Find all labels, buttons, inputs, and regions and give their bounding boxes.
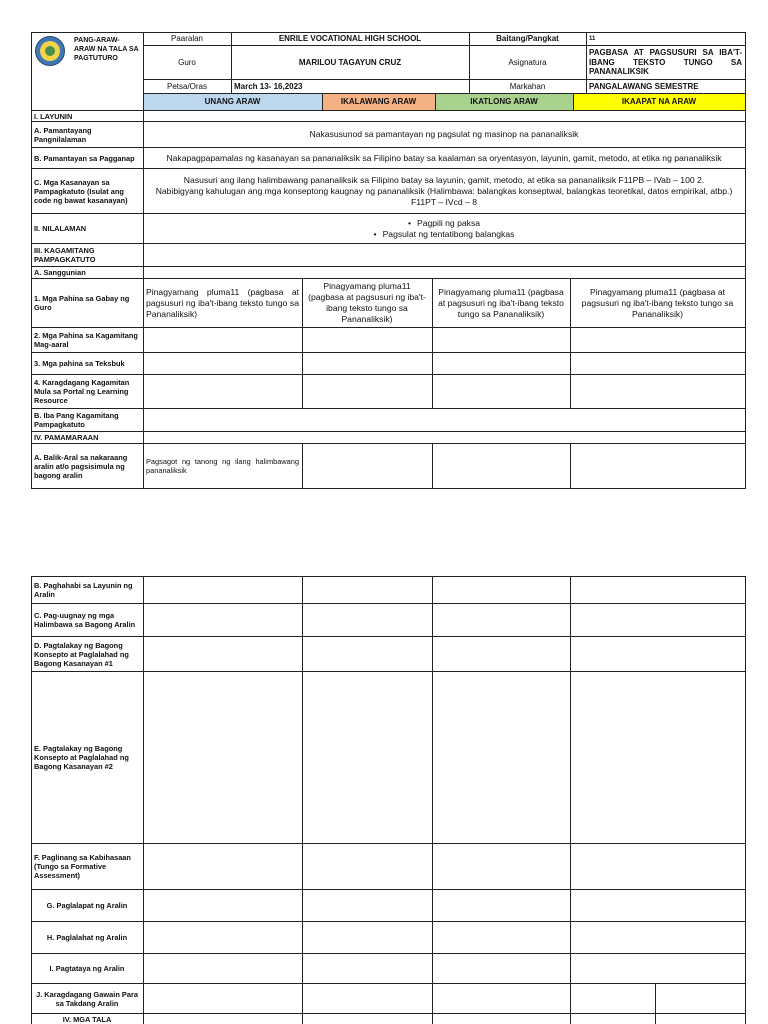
- day1-header: UNANG ARAW: [204, 97, 261, 106]
- gabay-day4: Pinagyamang pluma11 (pagbasa at pagsusuri ng iba't-ibang teksto tungo sa Pananaliksik): [581, 286, 734, 319]
- kasanayan-value-2: Nabibigyang kahulugan ang mga konseptong kaugnay ng pananaliksik (Halimbawa: balangkas konseptwal, balangkas teoretikal, datos empirikal, atbp.) F11PT – IVcd – 8: [155, 185, 733, 207]
- sanggunian-label: A. Sanggunian: [34, 268, 86, 277]
- pamantayang-label: A. Pamantayang Pangnilalaman: [34, 125, 92, 144]
- pamamaraan-label: IV. PAMAMARAAN: [34, 433, 99, 442]
- asignatura-label: Asignatura: [508, 57, 547, 67]
- teksbuk-label: 3. Mga pahina sa Teksbuk: [34, 359, 125, 368]
- balik-day1: Pagsagot ng tanong ng ilang halimbawang pananaliksik: [146, 456, 299, 475]
- nilalaman-value: [143, 214, 745, 243]
- guro-value: MARILOU TAGAYUN CRUZ: [298, 57, 402, 67]
- gabay-day2: Pinagyamang pluma11 (pagbasa at pagsusuri ng iba't-ibang teksto tungo sa Pananaliksik): [308, 281, 426, 324]
- nilalaman-label: II. NILALAMAN: [34, 224, 87, 233]
- document-type-title: PANG-ARAW-ARAW NA TALA SA PAGTUTURO: [74, 37, 139, 62]
- day2-header: IKALAWANG ARAW: [340, 97, 417, 106]
- asignatura-value: PAGBASA AT PAGSUSURI SA IBA'T-IBANG TEKSTO TUNGO SA PANANALIKSIK: [589, 48, 742, 77]
- markahan-value: PANGALAWANG SEMESTRE: [589, 81, 699, 91]
- baitang-label: Baitang/Pangkat: [496, 34, 559, 43]
- pamantayang-value: Nakasusunod sa pamantayan ng pagsulat ng masinop na pananaliksik: [309, 129, 579, 139]
- iba-label: B. Iba Pang Kagamitang Pampagkatuto: [34, 411, 119, 429]
- paglalahat-label: H. Paglalahat ng Aralin: [46, 933, 128, 942]
- kagamitan-label: III. KAGAMITANG PAMPAGKATUTO: [34, 246, 96, 264]
- paglalapat-label: G. Paglalapat ng Aralin: [46, 901, 128, 910]
- kasanayan-label: C. Mga Kasanayan sa Pampagkatuto (Isulat ang code ng bawat kasanayan): [34, 177, 128, 205]
- day4-header: IKAAPAT NA ARAW: [621, 97, 697, 106]
- layunin-heading: I. LAYUNIN: [34, 111, 73, 121]
- pagtalakay2-label: E. Pagtalakay ng Bagong Konsepto at Paglalahad ng Bagong Kasanayan #2: [34, 744, 129, 771]
- day3-header: IKATLONG ARAW: [470, 97, 538, 106]
- paghahabi-label: B. Paghahabi sa Layunin ng Aralin: [34, 581, 133, 599]
- petsa-value: March 13- 16,2023: [234, 81, 303, 91]
- petsa-label: Petsa/Oras: [166, 81, 207, 91]
- baitang-value: 11: [589, 36, 596, 42]
- pagtataya-label: I. Pagtataya ng Aralin: [49, 964, 125, 973]
- mga-tala-label: IV. MGA TALA: [62, 1014, 112, 1024]
- paaralan-value: ENRILE VOCATIONAL HIGH SCHOOL: [278, 34, 422, 43]
- guro-label: Guro: [178, 57, 196, 67]
- portal-label: 4. Karagdagang Kagamitan Mula sa Portal ng Learning Resource: [34, 378, 130, 405]
- markahan-label: Markahan: [509, 81, 546, 91]
- balik-label: A. Balik-Aral sa nakaraang aralin at/o pagsisimula ng bagong aralin: [34, 452, 128, 480]
- takdang-label: J. Karagdagang Gawain Para sa Takdang Aralin: [36, 989, 138, 1008]
- kasanayan-value-1: Nasusuri ang ilang halimbawang pananaliksik sa Filipino batay sa layunin, gamit, metodo, at etika sa pananaliksik F11PB – IVab – 100 2.: [183, 174, 705, 185]
- nilalaman-item-2: • Pagsulat ng tentatibong balangkas: [374, 229, 515, 240]
- paguugnay-label: C. Pag-uugnay ng mga Halimbawa sa Bagong Aralin: [34, 611, 136, 629]
- kasanayan-value: [143, 169, 745, 213]
- gabay-day3: Pinagyamang pluma11 (pagbasa at pagsusuri ng iba't-ibang teksto tungo sa Pananaliksik): [438, 286, 564, 319]
- lesson-log-upper-table: [31, 32, 745, 488]
- nilalaman-item-1: • Pagpili ng paksa: [408, 218, 480, 229]
- gabay-label: 1. Mga Pahina sa Gabay ng Guro: [34, 294, 130, 312]
- pagganap-label: B. Pamantayan sa Pagganap: [34, 153, 135, 163]
- paaralan-label: Paaralan: [170, 34, 204, 43]
- kabihasaan-label: F. Paglinang sa Kabihasaan (Tungo sa Formative Assessment): [34, 853, 131, 880]
- lesson-log-lower-table: [31, 576, 745, 1024]
- gabay-day1: Pinagyamang pluma11 (pagbasa at pagsusuri ng iba't-ibang teksto tungo sa Pananaliksik): [146, 286, 299, 319]
- pagganap-value: Nakapagpapamalas ng kasanayan sa pananaliksik sa Filipino batay sa kaalaman sa oryentasyon, layunin, gamit, metodo, at etika ng pananaliksik: [166, 152, 722, 163]
- school-seal-logo: [35, 36, 65, 66]
- magaaral-label: 2. Mga Pahina sa Kagamitang Mag-aaral: [34, 331, 138, 349]
- pagtalakay1-label: D. Pagtalakay ng Bagong Konsepto at Paglalahad ng Bagong Kasanayan #1: [34, 640, 129, 668]
